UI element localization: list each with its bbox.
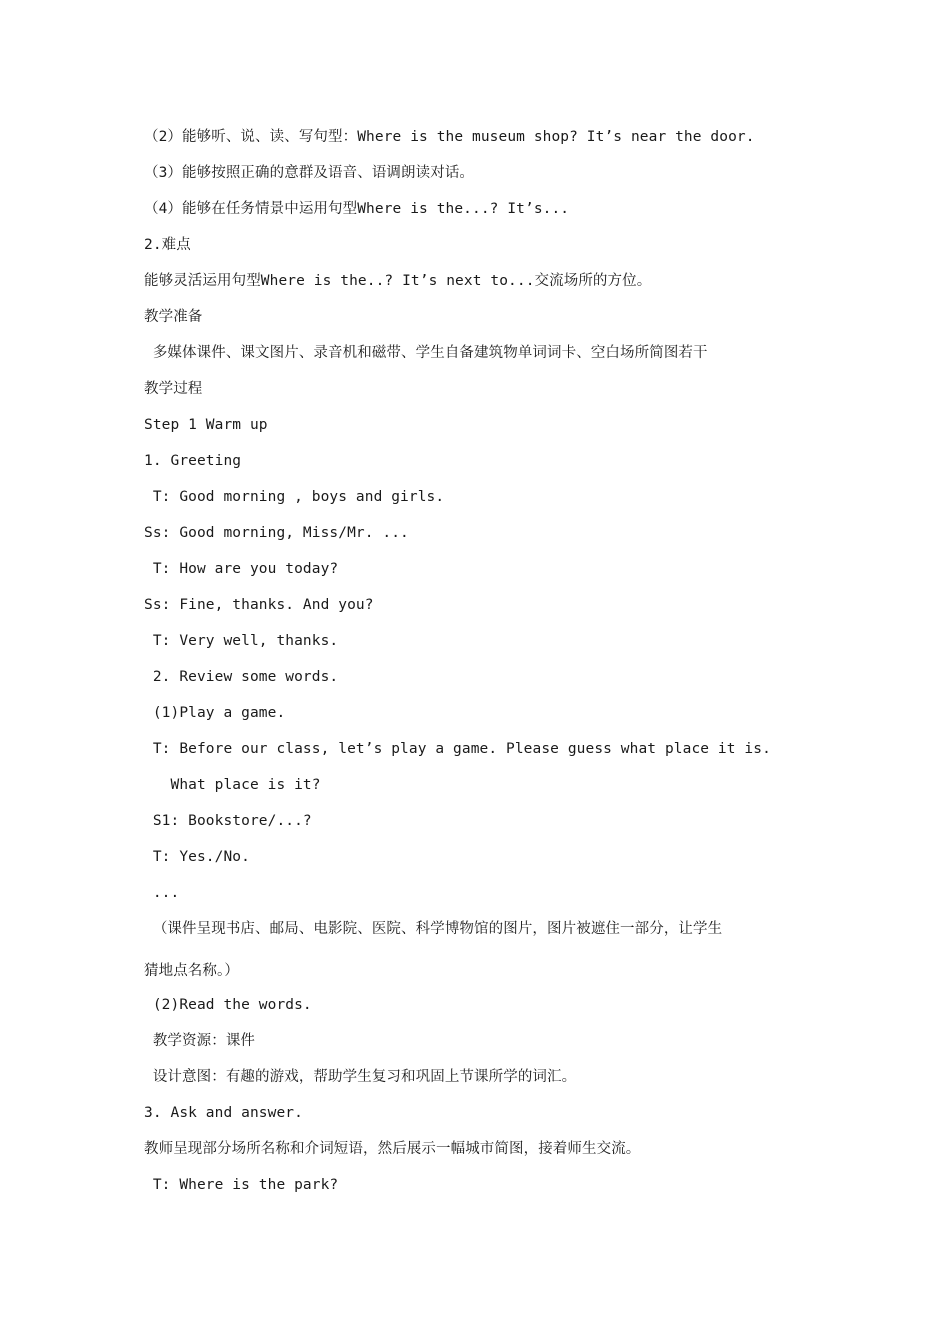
objective-line-3: （3）能够按照正确的意群及语音、语调朗读对话。	[144, 165, 475, 181]
dialogue-line: What place is it?	[144, 777, 321, 793]
preparation-text: 多媒体课件、课文图片、录音机和磁带、学生自备建筑物单词词卡、空白场所简图若干	[144, 345, 708, 361]
dialogue-line: T: How are you today?	[144, 561, 339, 577]
ellipsis-line: ...	[144, 885, 180, 901]
dialogue-line: T: Very well, thanks.	[144, 633, 339, 649]
note-line-continued: 猜地点名称。）	[144, 963, 239, 979]
difficulty-text: 能够灵活运用句型Where is the..? It’s next to...交流场所的方位。	[144, 273, 652, 289]
note-line: （课件呈现书店、邮局、电影院、医院、科学博物馆的图片，图片被遮住一部分，让学生	[144, 921, 723, 937]
dialogue-line: Ss: Good morning, Miss/Mr. ...	[144, 525, 409, 541]
difficulty-heading: 2.难点	[144, 237, 191, 253]
design-intent-line: 设计意图：有趣的游戏，帮助学生复习和巩固上节课所学的词汇。	[144, 1069, 577, 1085]
dialogue-line: Ss: Fine, thanks. And you?	[144, 597, 374, 613]
dialogue-line: T: Good morning , boys and girls.	[144, 489, 445, 505]
resource-line: 教学资源：课件	[144, 1033, 256, 1049]
preparation-heading: 教学准备	[144, 309, 203, 325]
greeting-heading: 1. Greeting	[144, 453, 242, 469]
dialogue-line: S1: Bookstore/...?	[144, 813, 312, 829]
dialogue-line: T: Yes./No.	[144, 849, 250, 865]
read-words-heading: (2)Read the words.	[144, 997, 312, 1013]
game-heading: (1)Play a game.	[144, 705, 286, 721]
objective-line-2: （2）能够听、说、读、写句型：Where is the museum shop? It’s near the door.	[144, 129, 755, 145]
instruction-line: 教师呈现部分场所名称和介词短语，然后展示一幅城市简图，接着师生交流。	[144, 1141, 641, 1157]
process-heading: 教学过程	[144, 381, 203, 397]
step-heading: Step 1 Warm up	[144, 417, 268, 433]
dialogue-line: T: Where is the park?	[144, 1177, 339, 1193]
ask-answer-heading: 3. Ask and answer.	[144, 1105, 303, 1121]
review-heading: 2. Review some words.	[144, 669, 339, 685]
dialogue-line: T: Before our class, let’s play a game. Please guess what place it is.	[144, 741, 771, 757]
objective-line-4: （4）能够在任务情景中运用句型Where is the...? It’s...	[144, 201, 570, 217]
